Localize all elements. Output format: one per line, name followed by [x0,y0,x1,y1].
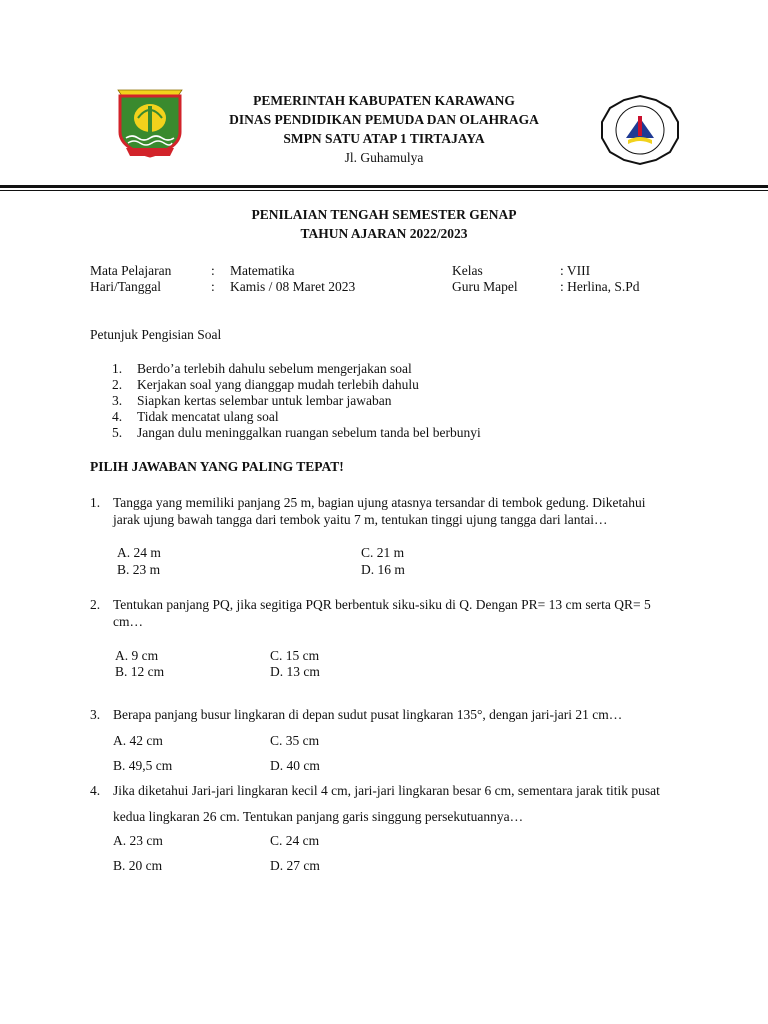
answer-option: C. 24 cm [270,833,320,848]
answer-option: D. 16 m [361,562,405,577]
instruction-num: 4. [112,409,123,424]
answer-option: C. 15 cm [270,648,320,663]
header-line-government: PEMERINTAH KABUPATEN KARAWANG [253,93,515,108]
instruction-text: Tidak mencatat ulang soal [137,409,279,424]
answer-option: C. 21 m [361,545,405,560]
subject-value: Matematika [230,263,295,278]
answer-option: A. 23 cm [113,833,163,848]
instruction-text: Kerjakan soal yang dianggap mudah terlebih dahulu [137,377,419,392]
answer-option: B. 12 cm [115,664,165,679]
school-seal-logo [600,94,680,166]
answer-option: C. 35 cm [270,733,320,748]
question-text: Jika diketahui Jari-jari lingkaran kecil 4 cm, jari-jari lingkaran besar 6 cm, sementara jarak titik pusat [113,783,660,798]
header-divider-thick [0,185,768,188]
question-text: Tangga yang memiliki panjang 25 m, bagian ujung atasnya tersandar di tembok gedung. Diketahui [113,495,646,510]
instruction-text: Siapkan kertas selembar untuk lembar jawaban [137,393,392,408]
section-title: PILIH JAWABAN YANG PALING TEPAT! [90,459,344,474]
exam-title: PENILAIAN TENGAH SEMESTER GENAP [251,207,517,222]
question-text: cm… [113,614,143,629]
answer-option: A. 24 m [117,545,161,560]
question-text: Berapa panjang busur lingkaran di depan sudut pusat lingkaran 135°, dengan jari-jari 21 cm… [113,707,623,722]
question-text: kedua lingkaran 26 cm. Tentukan panjang garis singgung persekutuannya… [113,809,524,824]
answer-option: A. 9 cm [115,648,159,663]
header-line-school: SMPN SATU ATAP 1 TIRTAJAYA [283,131,485,146]
header-divider-thin [0,190,768,191]
answer-option: B. 49,5 cm [113,758,173,773]
answer-option: B. 23 m [117,562,161,577]
class-label: Kelas [452,263,483,278]
answer-option: D. 40 cm [270,758,320,773]
question-number: 4. [90,783,101,798]
class-value: : VIII [560,263,591,278]
instruction-num: 5. [112,425,123,440]
instructions-title: Petunjuk Pengisian Soal [90,327,222,342]
answer-option: D. 27 cm [270,858,320,873]
header-line-address: Jl. Guhamulya [344,150,424,165]
question-number: 1. [90,495,101,510]
date-value: Kamis / 08 Maret 2023 [230,279,356,294]
teacher-value: : Herlina, S.Pd [560,279,640,294]
date-label: Hari/Tanggal [90,279,162,294]
instruction-num: 3. [112,393,123,408]
instruction-text: Jangan dulu meninggalkan ruangan sebelum tanda bel berbunyi [137,425,481,440]
answer-option: A. 42 cm [113,733,163,748]
subject-colon: : [211,263,215,278]
answer-option: B. 20 cm [113,858,163,873]
answer-option: D. 13 cm [270,664,320,679]
question-number: 2. [90,597,101,612]
exam-year: TAHUN AJARAN 2022/2023 [300,226,468,241]
date-colon: : [211,279,215,294]
teacher-label: Guru Mapel [452,279,518,294]
instruction-num: 1. [112,361,123,376]
subject-label: Mata Pelajaran [90,263,172,278]
question-text: jarak ujung bawah tangga dari tembok yaitu 7 m, tentukan tinggi ujung tangga dari lantai… [113,512,608,527]
instruction-num: 2. [112,377,123,392]
question-text: Tentukan panjang PQ, jika segitiga PQR berbentuk siku-siku di Q. Dengan PR= 13 cm serta QR= 5 [113,597,651,612]
instruction-text: Berdo’a terlebih dahulu sebelum mengerjakan soal [137,361,412,376]
question-number: 3. [90,707,101,722]
header-line-department: DINAS PENDIDIKAN PEMUDA DAN OLAHRAGA [229,112,539,127]
